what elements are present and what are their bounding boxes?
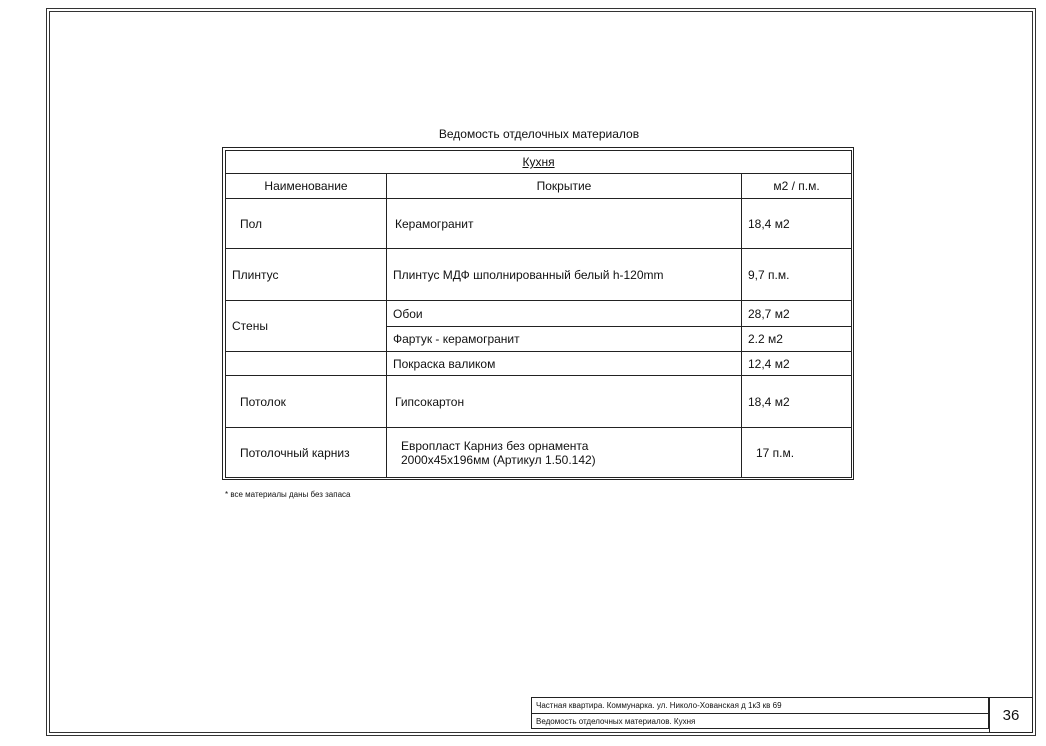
row-name: Потолок — [226, 376, 387, 428]
table-header-row — [226, 174, 852, 199]
table-row — [226, 249, 852, 301]
row-coverage: Гипсокартон — [387, 376, 742, 428]
table-row — [226, 301, 852, 327]
row-name: Потолочный карниз — [226, 428, 387, 478]
row-coverage: Покраска валиком — [387, 352, 742, 376]
header-name: Наименование — [226, 174, 387, 199]
title-block — [531, 697, 989, 729]
row-name: Стены — [226, 301, 387, 352]
header-coverage: Покрытие — [387, 174, 742, 199]
page-number: 36 — [989, 697, 1033, 733]
header-amount: м2 / п.м. — [742, 174, 852, 199]
row-amount: 2.2 м2 — [742, 327, 852, 352]
row-coverage — [387, 428, 742, 478]
row-amount: 18,4 м2 — [742, 376, 852, 428]
row-name-empty — [226, 352, 387, 376]
table-row — [226, 199, 852, 249]
table-room-row — [226, 151, 852, 174]
row-amount: 12,4 м2 — [742, 352, 852, 376]
table-row — [226, 376, 852, 428]
room-name: Кухня — [226, 151, 852, 174]
row-coverage: Керамогранит — [387, 199, 742, 249]
materials-table — [225, 150, 852, 478]
row-name: Плинтус — [226, 249, 387, 301]
row-amount: 9,7 п.м. — [742, 249, 852, 301]
row-coverage: Обои — [387, 301, 742, 327]
table-row — [226, 428, 852, 478]
row-amount: 18,4 м2 — [742, 199, 852, 249]
row-coverage-line2: 2000x45x196мм (Артикул 1.50.142) — [401, 452, 596, 467]
row-coverage-line1: Европласт Карниз без орнамента — [401, 438, 589, 453]
sheet-name: Ведомость отделочных материалов. Кухня — [536, 717, 696, 726]
row-coverage: Плинтус МДФ шполнированный белый h-120mm — [387, 249, 742, 301]
title-block-divider — [532, 713, 988, 714]
row-coverage: Фартук - керамогранит — [387, 327, 742, 352]
row-amount: 17 п.м. — [742, 428, 852, 478]
footnote: * все материалы даны без запаса — [225, 490, 351, 499]
project-name: Частная квартира. Коммунарка. ул. Николо-Хованская д 1к3 кв 69 — [536, 701, 782, 710]
row-amount: 28,7 м2 — [742, 301, 852, 327]
page-title: Ведомость отделочных материалов — [438, 127, 640, 141]
row-name: Пол — [226, 199, 387, 249]
table-row — [226, 352, 852, 376]
